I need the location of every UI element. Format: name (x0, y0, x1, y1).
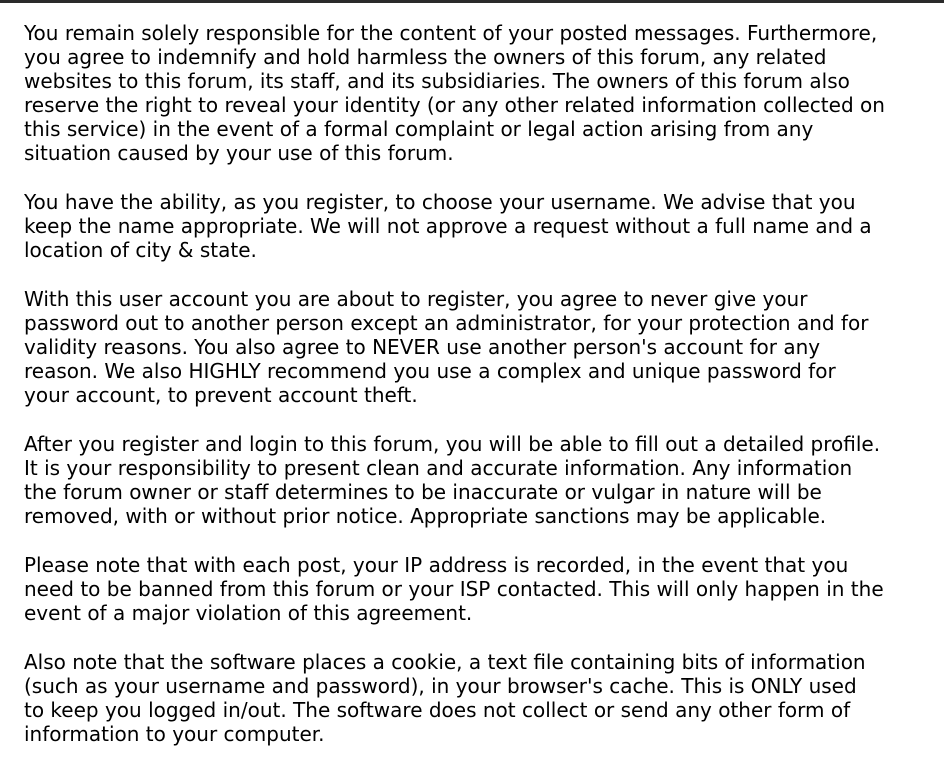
agreement-line: you agree to indemnify and hold harmless the owners of this forum, any related (24, 45, 827, 69)
agreement-line: (such as your username and password), in your browser's cache. This is ONLY used (24, 674, 857, 698)
agreement-line: the forum owner or staff determines to be inaccurate or vulgar in nature will be (24, 480, 822, 504)
agreement-line: With this user account you are about to register, you agree to never give your (24, 287, 808, 311)
agreement-line: removed, with or without prior notice. Appropriate sanctions may be applicable. (24, 504, 827, 528)
agreement-paragraph-ip-address (24, 553, 942, 625)
agreement-line: your account, to prevent account theft. (24, 383, 418, 407)
top-border (0, 0, 944, 3)
agreement-line: validity reasons. You also agree to NEVER use another person's account for any (24, 335, 821, 359)
agreement-line: location of city & state. (24, 238, 257, 262)
agreement-paragraph-password (24, 287, 942, 407)
agreement-line: After you register and login to this forum, you will be able to fill out a detailed profile. (24, 432, 881, 456)
agreement-line: reserve the right to reveal your identity (or any other related information collected on (24, 93, 885, 117)
agreement-line: situation caused by your use of this forum. (24, 141, 454, 165)
agreement-paragraph-username (24, 190, 942, 262)
agreement-line: You remain solely responsible for the content of your posted messages. Furthermore, (24, 21, 878, 45)
agreement-paragraph-cookie (24, 650, 942, 746)
agreement-line: event of a major violation of this agreement. (24, 601, 473, 625)
agreement-line: You have the ability, as you register, to choose your username. We advise that you (24, 190, 856, 214)
agreement-text (24, 21, 942, 771)
agreement-line: information to your computer. (24, 722, 325, 746)
agreement-line: need to be banned from this forum or your ISP contacted. This will only happen in the (24, 577, 884, 601)
agreement-line: to keep you logged in/out. The software does not collect or send any other form of (24, 698, 851, 722)
agreement-line: Also note that the software places a cookie, a text file containing bits of information (24, 650, 866, 674)
agreement-line: this service) in the event of a formal complaint or legal action arising from any (24, 117, 814, 141)
agreement-line: Please note that with each post, your IP address is recorded, in the event that you (24, 553, 849, 577)
agreement-line: password out to another person except an administrator, for your protection and for (24, 311, 869, 335)
agreement-paragraph-responsibility (24, 21, 942, 165)
agreement-line: websites to this forum, its staff, and its subsidiaries. The owners of this forum also (24, 69, 850, 93)
agreement-paragraph-profile (24, 432, 942, 528)
agreement-line: keep the name appropriate. We will not approve a request without a full name and a (24, 214, 872, 238)
agreement-line: reason. We also HIGHLY recommend you use a complex and unique password for (24, 359, 836, 383)
agreement-line: It is your responsibility to present clean and accurate information. Any information (24, 456, 853, 480)
